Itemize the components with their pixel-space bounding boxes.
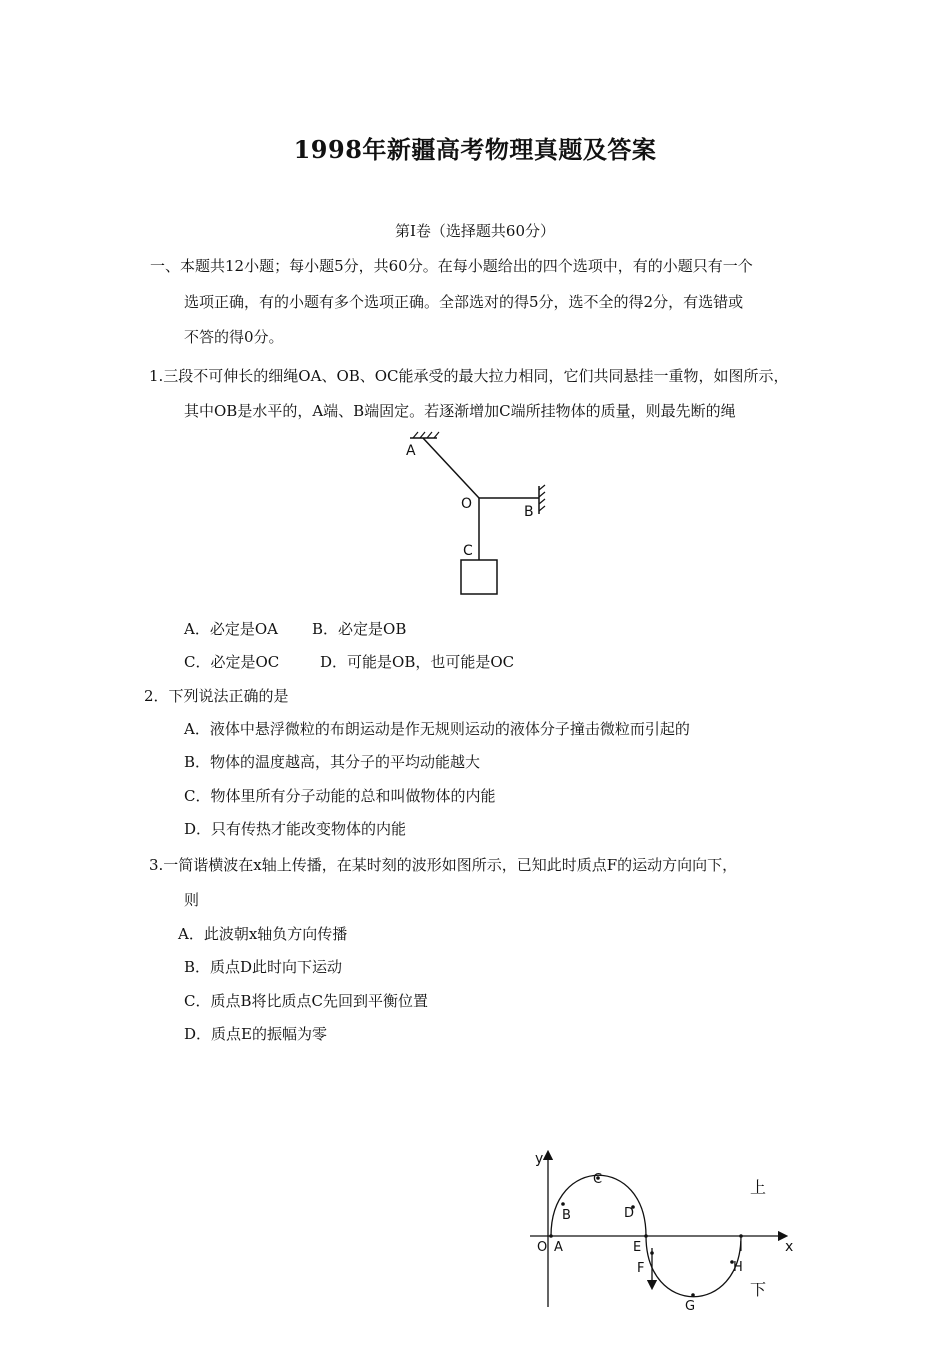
q3-option-a: A．此波朝x轴负方向传播	[178, 925, 348, 943]
q2-option-d: D．只有传热才能改变物体的内能	[184, 820, 407, 838]
q1-stem-line-1: 1.三段不可伸长的细绳OA、OB、OC能承受的最大拉力相同，它们共同悬挂一重物，如图所示，	[149, 367, 789, 385]
q1-option-d: D．可能是OB，也可能是OC	[320, 653, 515, 671]
q3-label-down: 下	[750, 1280, 767, 1299]
q3-stem-line-2: 则	[184, 891, 200, 909]
q2-option-a: A．液体中悬浮微粒的布朗运动是作无规则运动的液体分子撞击微粒而引起的	[184, 720, 690, 738]
q3-option-b: B．质点D此时向下运动	[184, 958, 343, 976]
q3-label-point-i: I	[739, 1240, 743, 1255]
q3-label-point-b: B	[562, 1208, 571, 1223]
q3-option-c: C．质点B将比质点C先回到平衡位置	[184, 992, 428, 1010]
q1-label-o: O	[461, 496, 473, 512]
q3-label-point-e: E	[633, 1240, 642, 1255]
section-header: 第Ⅰ卷（选择题共60分）	[394, 222, 555, 240]
q1-label-a: A	[406, 443, 416, 459]
q1-option-b: B．必定是OB	[312, 620, 407, 638]
q3-label-point-a: A	[554, 1240, 563, 1255]
q1-stem-line-2: 其中OB是水平的，A端、B端固定。若逐渐增加C端所挂物体的质量，则最先断的绳	[184, 402, 736, 420]
q3-stem-line-1: 3.一简谐横波在x轴上传播，在某时刻的波形如图所示，已知此时质点F的运动方向向下，	[149, 856, 738, 874]
q3-label-o: O	[537, 1240, 548, 1255]
q2-option-b: B．物体的温度越高，其分子的平均动能越大	[184, 753, 481, 771]
q3-wave-figure	[525, 1145, 815, 1315]
instructions-line-1: 一、本题共12小题；每小题5分，共60分。在每小题给出的四个选项中，有的小题只有一个	[150, 257, 753, 275]
q1-label-c: C	[463, 543, 473, 559]
q1-option-a: A．必定是OA	[184, 620, 278, 638]
page-title: 1998年新疆高考物理真题及答案	[293, 135, 657, 164]
q3-label-y: y	[535, 1151, 544, 1167]
q3-label-point-f: F	[637, 1261, 645, 1276]
instructions-line-2: 选项正确，有的小题有多个选项正确。全部选对的得5分，选不全的得2分，有选错或	[184, 293, 744, 311]
q2-option-c: C．物体里所有分子动能的总和叫做物体的内能	[184, 787, 496, 805]
q2-stem: 2．下列说法正确的是	[144, 687, 289, 705]
instructions-line-3: 不答的得0分。	[184, 328, 284, 346]
q3-label-x: x	[785, 1239, 794, 1255]
q1-option-c: C．必定是OC	[184, 653, 280, 671]
q3-label-up: 上	[750, 1178, 767, 1197]
q1-label-b: B	[524, 504, 534, 520]
q3-label-point-d: D	[624, 1206, 635, 1221]
q3-option-d: D．质点E的振幅为零	[184, 1025, 327, 1043]
q3-label-point-g: G	[685, 1299, 696, 1314]
q1-rope-figure	[395, 430, 555, 600]
q3-label-point-h: H	[733, 1260, 743, 1275]
q3-label-point-c: C	[593, 1172, 603, 1187]
